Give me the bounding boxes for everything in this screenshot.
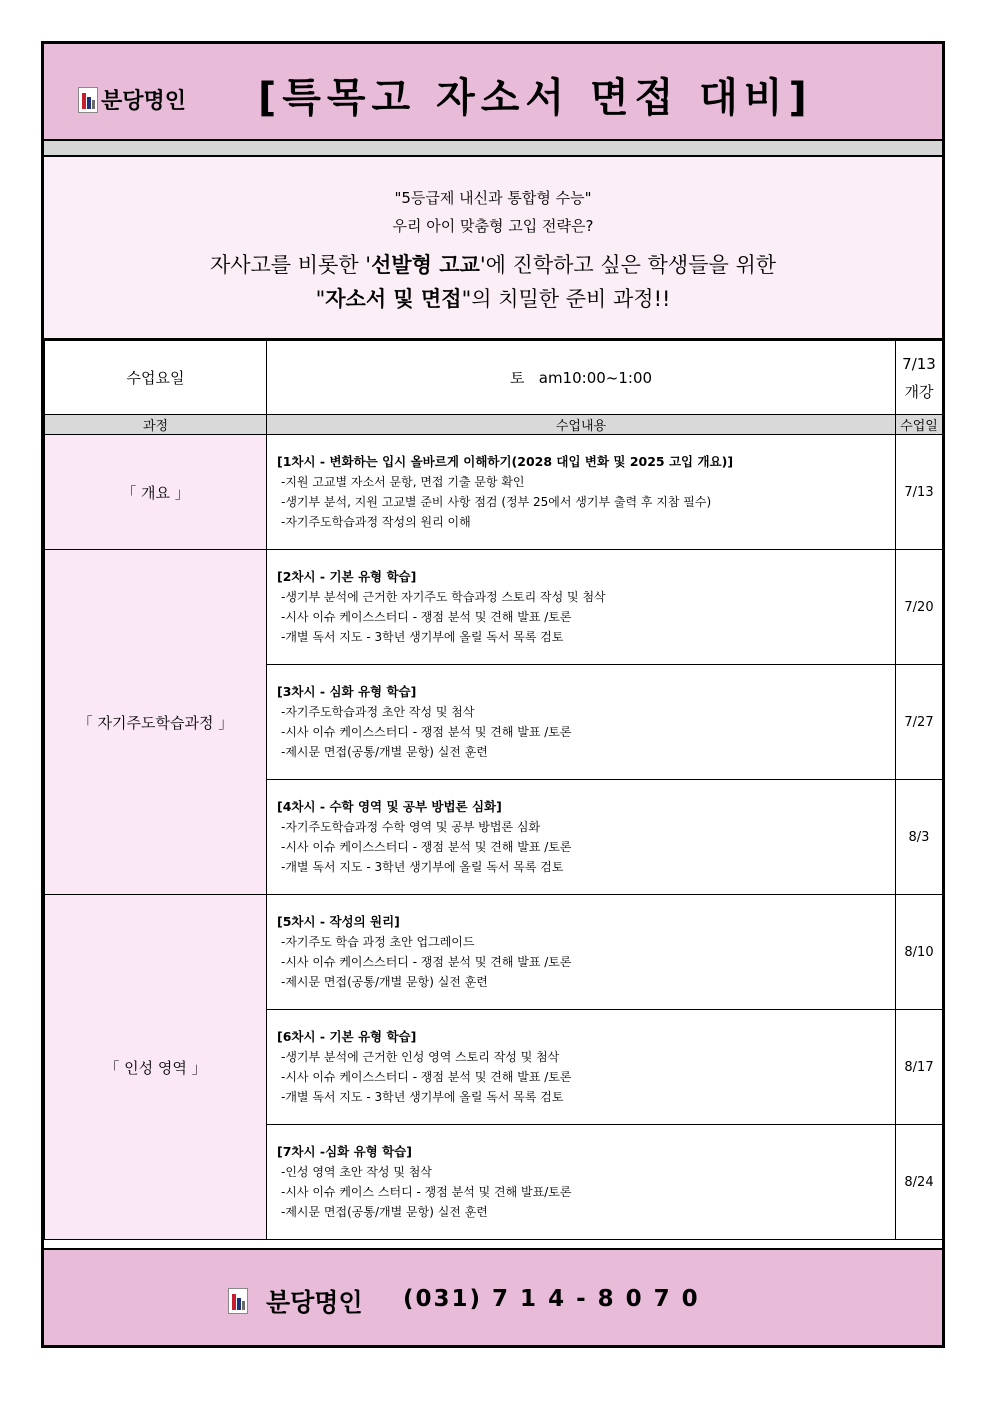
start-date-cell — [896, 341, 943, 415]
session-item: -시사 이슈 케이스스터디 - 쟁점 분석 및 견해 발표 /토론 — [281, 725, 572, 739]
intro-box — [44, 157, 942, 340]
session-content — [267, 1010, 896, 1125]
session-item: -생기부 분석에 근거한 인성 영역 스토리 작성 및 첨삭 — [281, 1050, 560, 1064]
session-item: -자기주도학습과정 수학 영역 및 공부 방법론 심화 — [281, 820, 541, 834]
footer-brand-name: 분당명인 — [266, 1288, 363, 1317]
start-label: 개강 — [904, 382, 934, 401]
intro-line-1: "5등급제 내신과 통합형 수능" — [394, 189, 592, 207]
session-content — [267, 780, 896, 895]
table-row — [45, 550, 943, 665]
session-item: -생기부 분석에 근거한 자기주도 학습과정 스토리 작성 및 첨삭 — [281, 590, 606, 604]
document-frame — [41, 41, 945, 1348]
session-title: [1차시 - 변화하는 입시 올바르게 이해하기(2028 대입 변화 및 2025 고입 개요)] — [277, 454, 734, 469]
session-title: [3차시 - 심화 유형 학습] — [277, 684, 417, 699]
session-item: -제시문 면접(공통/개별 문항) 실전 훈련 — [281, 975, 488, 989]
session-content — [267, 550, 896, 665]
session-title: [6차시 - 기본 유형 학습] — [277, 1029, 417, 1044]
intro-line-4: "자소서 및 면접"의 치밀한 준비 과정!! — [315, 287, 671, 311]
session-content — [267, 895, 896, 1010]
divider-strip — [44, 141, 942, 157]
section-label-overview: 「 개요 」 — [45, 435, 267, 550]
session-content — [267, 1125, 896, 1240]
column-header-date: 수업일 — [896, 415, 943, 435]
session-item: -지원 고교별 자소서 문항, 면접 기출 문항 확인 — [281, 475, 525, 489]
table-row — [45, 895, 943, 1010]
start-date: 7/13 — [902, 354, 936, 373]
session-item: -시사 이슈 케이스스터디 - 쟁점 분석 및 견해 발표 /토론 — [281, 955, 572, 969]
class-day-label: 수업요일 — [45, 341, 267, 415]
session-title: [2차시 - 기본 유형 학습] — [277, 569, 417, 584]
session-item: -시사 이슈 케이스 스터디 - 쟁점 분석 및 견해 발표/토론 — [281, 1185, 572, 1199]
phone-number: (031) 7 1 4 - 8 0 7 0 — [403, 1286, 700, 1312]
session-item: -시사 이슈 케이스스터디 - 쟁점 분석 및 견해 발표 /토론 — [281, 840, 572, 854]
session-date: 8/3 — [896, 780, 943, 895]
header-brand-name: 분당명인 — [101, 89, 187, 114]
intro-line-2: 우리 아이 맞춤형 고입 전략은? — [392, 217, 594, 235]
session-item: -시사 이슈 케이스스터디 - 쟁점 분석 및 견해 발표 /토론 — [281, 1070, 572, 1084]
table-row — [45, 435, 943, 550]
session-date: 8/10 — [896, 895, 943, 1010]
session-item: -제시문 면접(공통/개별 문항) 실전 훈련 — [281, 1205, 488, 1219]
session-date: 7/27 — [896, 665, 943, 780]
session-item: -개별 독서 지도 - 3학년 생기부에 올릴 독서 목록 검토 — [281, 860, 564, 874]
section-label-self-directed: 「 자기주도학습과정 」 — [45, 550, 267, 895]
session-title: [4차시 - 수학 영역 및 공부 방법론 심화] — [277, 799, 502, 814]
class-time: 토 am10:00~1:00 — [267, 341, 896, 415]
footer-logo — [228, 1283, 363, 1319]
session-item: -자기주도학습과정 초안 작성 및 첨삭 — [281, 705, 475, 719]
brand-logo-icon — [228, 1288, 248, 1314]
session-date: 8/24 — [896, 1125, 943, 1240]
column-header-course: 과정 — [45, 415, 267, 435]
page-title: [특목고 자소서 면접 대비] — [258, 75, 813, 121]
intro-highlight-course: 자소서 및 면접 — [325, 287, 462, 311]
intro-highlight-school: 선발형 고교 — [371, 253, 480, 277]
schedule-table — [44, 340, 943, 1240]
session-item: -제시문 면접(공통/개별 문항) 실전 훈련 — [281, 745, 488, 759]
session-item: -자기주도학습과정 작성의 원리 이해 — [281, 515, 471, 529]
session-content — [267, 665, 896, 780]
column-header-content: 수업내용 — [267, 415, 896, 435]
session-item: -개별 독서 지도 - 3학년 생기부에 올릴 독서 목록 검토 — [281, 630, 564, 644]
session-item: -생기부 분석, 지원 고교별 준비 사항 점검 (정부 25에서 생기부 출력 후 지참 필수) — [281, 495, 712, 509]
contact-footer — [44, 1248, 942, 1345]
session-item: -개별 독서 지도 - 3학년 생기부에 올릴 독서 목록 검토 — [281, 1090, 564, 1104]
session-content — [267, 435, 896, 550]
section-label-character: 「 인성 영역 」 — [45, 895, 267, 1240]
session-date: 7/13 — [896, 435, 943, 550]
column-header-row — [45, 415, 943, 435]
header-logo — [78, 84, 186, 115]
brand-logo-icon — [78, 87, 98, 113]
title-banner — [44, 44, 942, 141]
session-date: 7/20 — [896, 550, 943, 665]
session-item: -자기주도 학습 과정 초안 업그레이드 — [281, 935, 475, 949]
class-day-row — [45, 341, 943, 415]
session-title: [7차시 -심화 유형 학습] — [277, 1144, 412, 1159]
session-title: [5차시 - 작성의 원리] — [277, 914, 400, 929]
intro-line-3: 자사고를 비롯한 '선발형 고교'에 진학하고 싶은 학생들을 위한 — [209, 253, 777, 277]
session-date: 8/17 — [896, 1010, 943, 1125]
session-item: -시사 이슈 케이스스터디 - 쟁점 분석 및 견해 발표 /토론 — [281, 610, 572, 624]
session-item: -인성 영역 초안 작성 및 첨삭 — [281, 1165, 432, 1179]
